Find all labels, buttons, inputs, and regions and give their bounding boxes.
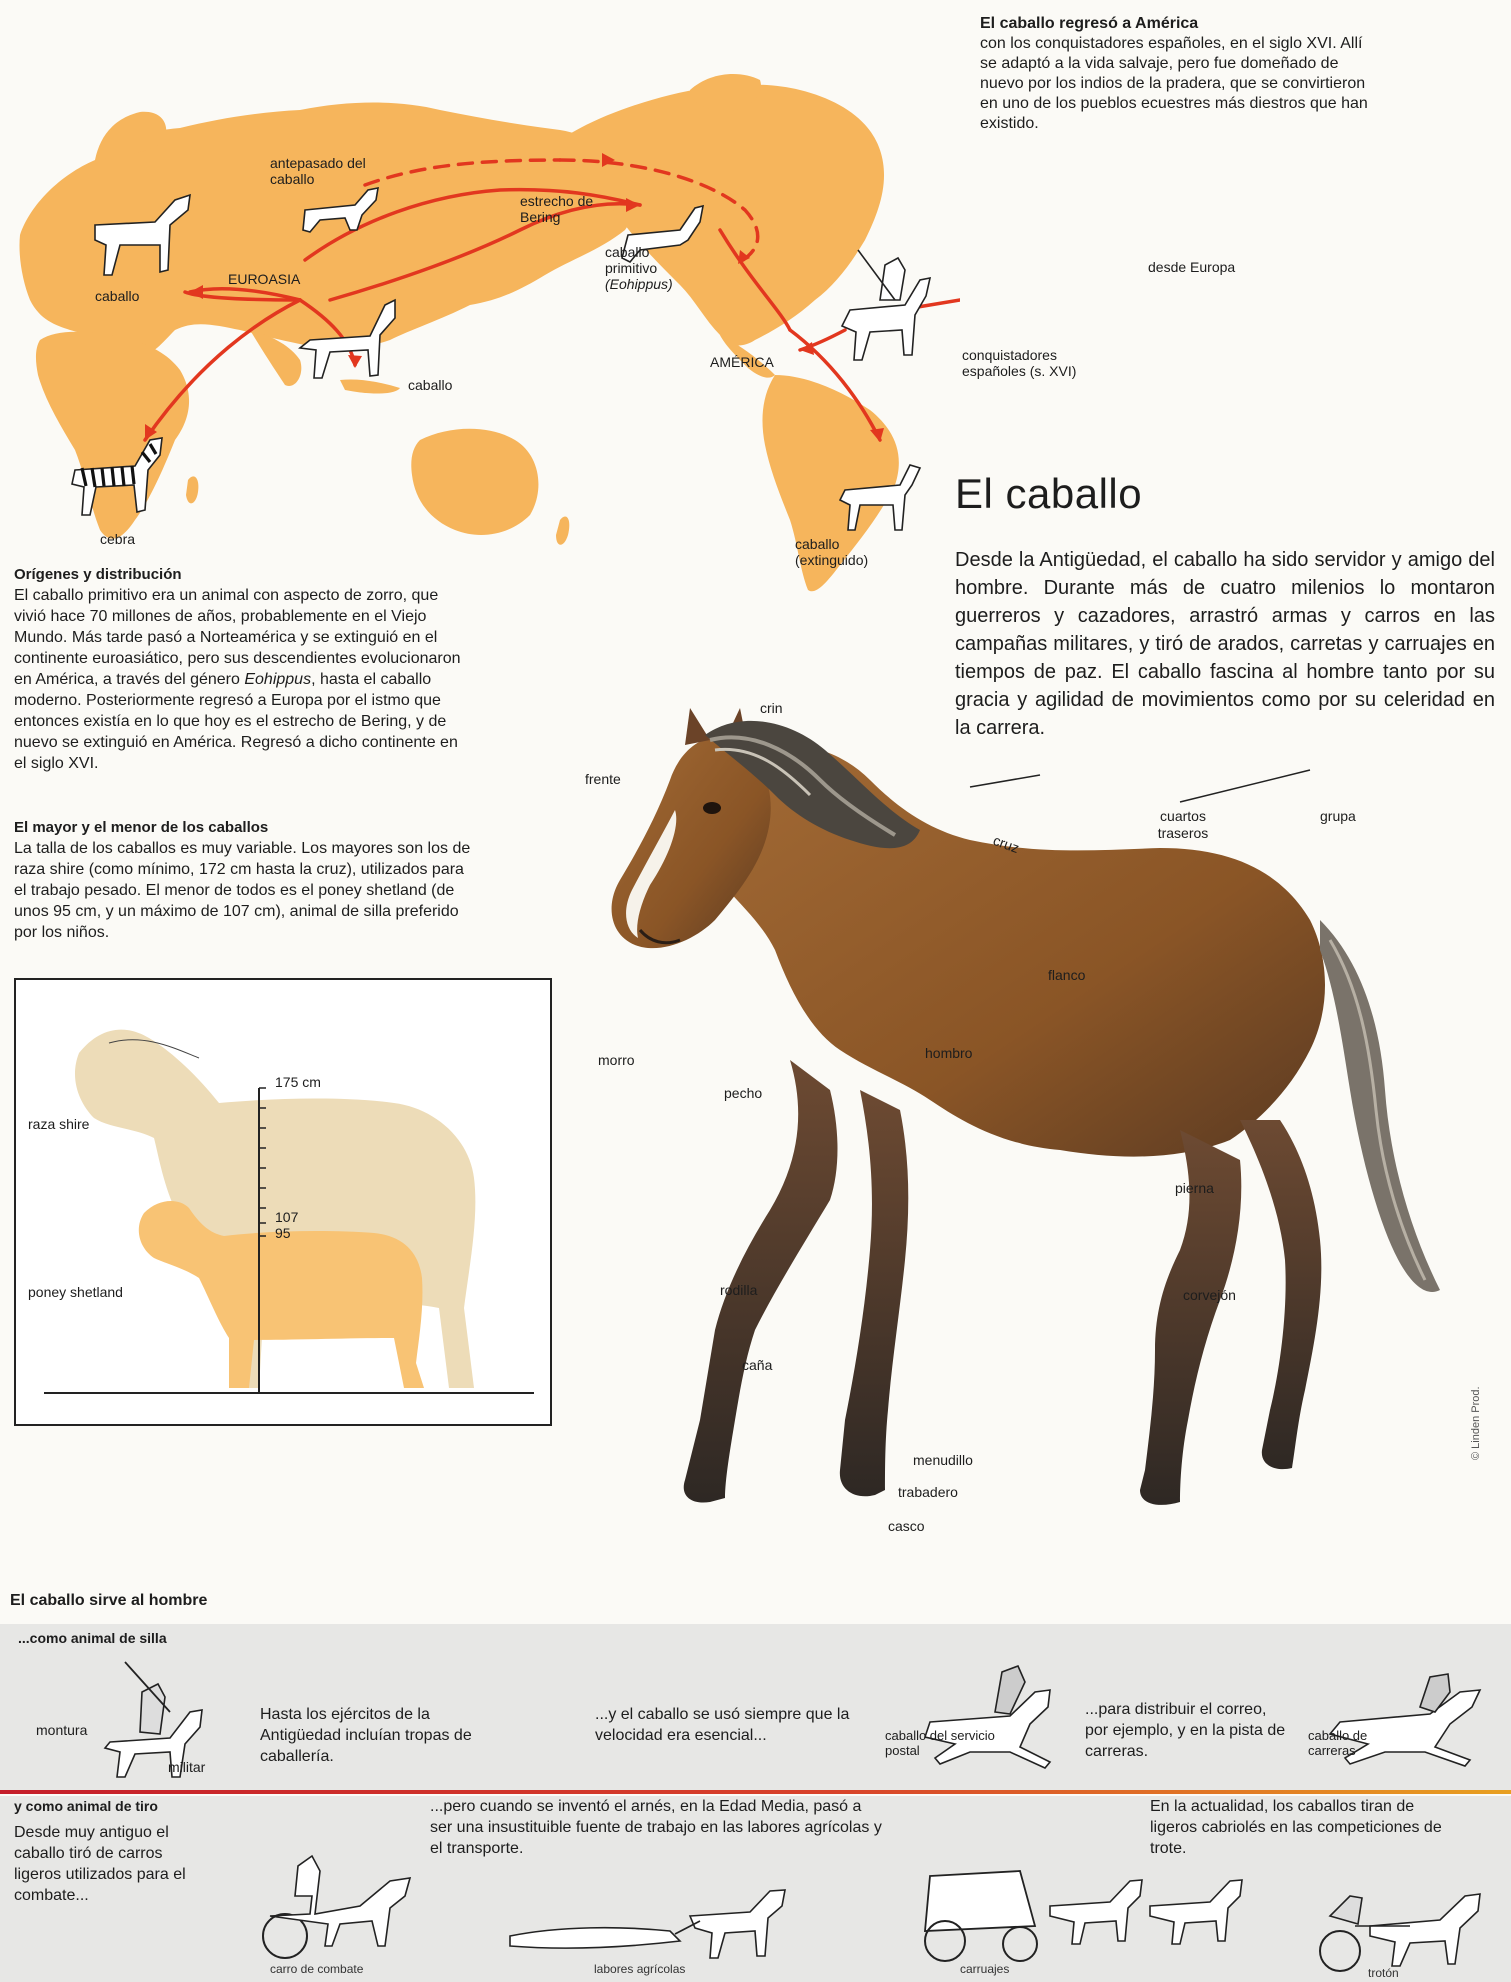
tick-95: 95 <box>275 1225 291 1241</box>
plough-drawing <box>500 1876 800 1966</box>
america-note <box>980 14 1380 134</box>
size-comparison-figure <box>14 978 552 1426</box>
cap-troton: trotón <box>1368 1966 1399 1980</box>
part-grupa: grupa <box>1320 808 1356 824</box>
origins-text-b: , hasta el caballo moderno. Posteriormente regresó a Europa por el istmo que entonces existía en lo que hoy es el estrecho de Bering, y de nuevo se extinguió en América. Regresó a dicho continente en el siglo XVI. <box>14 671 458 772</box>
tick-107: 107 <box>275 1209 299 1225</box>
part-pecho: pecho <box>724 1085 763 1101</box>
map-label-america: AMÉRICA <box>710 354 774 370</box>
map-label-eohippus: (Eohippus) <box>605 276 673 292</box>
page-title: El caballo <box>955 470 1143 517</box>
cap-militar: militar <box>168 1759 206 1775</box>
map-label-desde-europa: desde Europa <box>1148 259 1236 275</box>
section-divider <box>0 1790 1511 1794</box>
trotter-drawing <box>1300 1856 1500 1976</box>
part-cruz: cruz <box>991 831 1022 857</box>
chariot-drawing <box>240 1836 440 1966</box>
part-corvejon: corvejón <box>1183 1287 1236 1303</box>
origins-title: Orígenes y distribución <box>14 566 182 583</box>
sizes-title: El mayor y el menor de los caballos <box>14 819 269 836</box>
map-label-caballo-primitivo: caballo primitivo <box>605 244 658 276</box>
tick-175: 175 cm <box>275 1074 321 1090</box>
origins-text-a: El caballo primitivo era un animal con aspecto de zorro, que vivió hace 70 millones de años, probablemente en el Viejo Mundo. Más tarde pasó a Norteamérica y se extinguió en el continente euroasiático, pero sus descendientes evolucionaron en América, a través del género <box>14 587 461 688</box>
size-comparison-svg <box>14 978 552 1426</box>
part-trabadero: trabadero <box>898 1484 958 1500</box>
shetland-label: poney shetland <box>28 1284 123 1300</box>
draft-text-2: ...pero cuando se inventó el arnés, en la Edad Media, pasó a ser una insustituible fuente de trabajo en las labores agrícolas y el transporte. <box>430 1798 882 1857</box>
map-label-caballo-center: caballo <box>408 377 453 393</box>
carriage-drawing <box>910 1836 1270 1966</box>
part-cuartos: cuartos traseros <box>1157 808 1209 841</box>
saddle-text-1: Hasta los ejércitos de la Antigüedad incluían tropas de caballería. <box>260 1706 472 1765</box>
cap-combate: carro de combate <box>270 1962 364 1976</box>
origins-section <box>14 565 474 774</box>
part-casco: casco <box>888 1518 925 1534</box>
part-crin: crin <box>760 700 783 716</box>
part-cana: caña <box>742 1357 773 1373</box>
sizes-section <box>14 818 474 943</box>
map-label-antepasado: antepasado del caballo <box>270 155 366 187</box>
sizes-text: La talla de los caballos es muy variable. Los mayores son los de raza shire (como mínimo, 172 cm hasta la cruz), utilizados para el trabajo pesado. El menor de todos es el poney shetland (de unos 95 cm, y un máximo de 107 cm), animal de silla preferido por los niños. <box>14 840 471 941</box>
map-label-cebra: cebra <box>100 531 136 547</box>
map-label-caballo-west: caballo <box>95 288 140 304</box>
cap-montura: montura <box>36 1722 88 1738</box>
map-label-euroasia: EUROASIA <box>228 271 301 287</box>
part-pierna: pierna <box>1175 1180 1214 1196</box>
intro-paragraph: Desde la Antigüedad, el caballo ha sido servidor y amigo del hombre. Durante más de cuatro milenios lo montaron guerreros y cazadores, arrastró armas y carros en las campañas militares, y tiró de arados, carretas y carruajes en tiempos de paz. El caballo fascina al hombre tanto por su gracia y agilidad de movimientos como por su celeridad en la carrera. <box>955 549 1495 739</box>
origins-text <box>14 585 474 774</box>
map-label-conquistadores: conquistadores españoles (s. XVI) <box>962 347 1077 379</box>
saddle-heading: ...como animal de silla <box>18 1630 167 1646</box>
saddle-text-3: ...para distribuir el correo, por ejemplo, y en la pista de carreras. <box>1085 1701 1286 1760</box>
part-flanco: flanco <box>1048 967 1086 983</box>
draft-band <box>0 1796 1511 1982</box>
part-menudillo: menudillo <box>913 1452 973 1468</box>
saddle-text-2: ...y el caballo se usó siempre que la velocidad era esencial... <box>595 1706 850 1744</box>
draft-text-3: En la actualidad, los caballos tiran de ligeros cabriolés en las competiciones de trote. <box>1150 1798 1442 1857</box>
draft-text-1: Desde muy antiguo el caballo tiró de carros ligeros utilizados para el combate... <box>14 1824 186 1904</box>
saddle-band <box>0 1624 1511 1792</box>
origins-genus: Eohippus <box>244 671 312 688</box>
map-label-estrecho: estrecho de Bering <box>520 193 594 225</box>
serve-title: El caballo sirve al hombre <box>10 1592 208 1609</box>
cap-agricolas: labores agrícolas <box>594 1962 686 1976</box>
shire-label: raza shire <box>28 1116 90 1132</box>
world-map <box>0 0 960 600</box>
copyright-note: © Linden Prod. <box>1470 1386 1482 1460</box>
america-note-text: con los conquistadores españoles, en el siglo XVI. Allí se adaptó a la vida salvaje, pero fue domeñado de nuevo por los indios de la pradera, que se convirtieron en uno de los pueblos ecuestres más diestros que han existido. <box>980 35 1368 132</box>
part-hombro: hombro <box>925 1045 973 1061</box>
part-frente: frente <box>585 771 621 787</box>
cap-carreras: caballo de carreras <box>1308 1728 1368 1758</box>
america-note-title: El caballo regresó a América <box>980 15 1199 32</box>
part-rodilla: rodilla <box>720 1282 758 1298</box>
draft-heading: y como animal de tiro <box>14 1798 158 1814</box>
map-label-caballo-extinguido: caballo (extinguido) <box>795 536 869 568</box>
military-rider-drawing <box>80 1652 240 1782</box>
cap-carruajes: carruajes <box>960 1962 1010 1976</box>
part-morro: morro <box>598 1052 635 1068</box>
cap-postal: caballo del servicio postal <box>885 1728 995 1758</box>
